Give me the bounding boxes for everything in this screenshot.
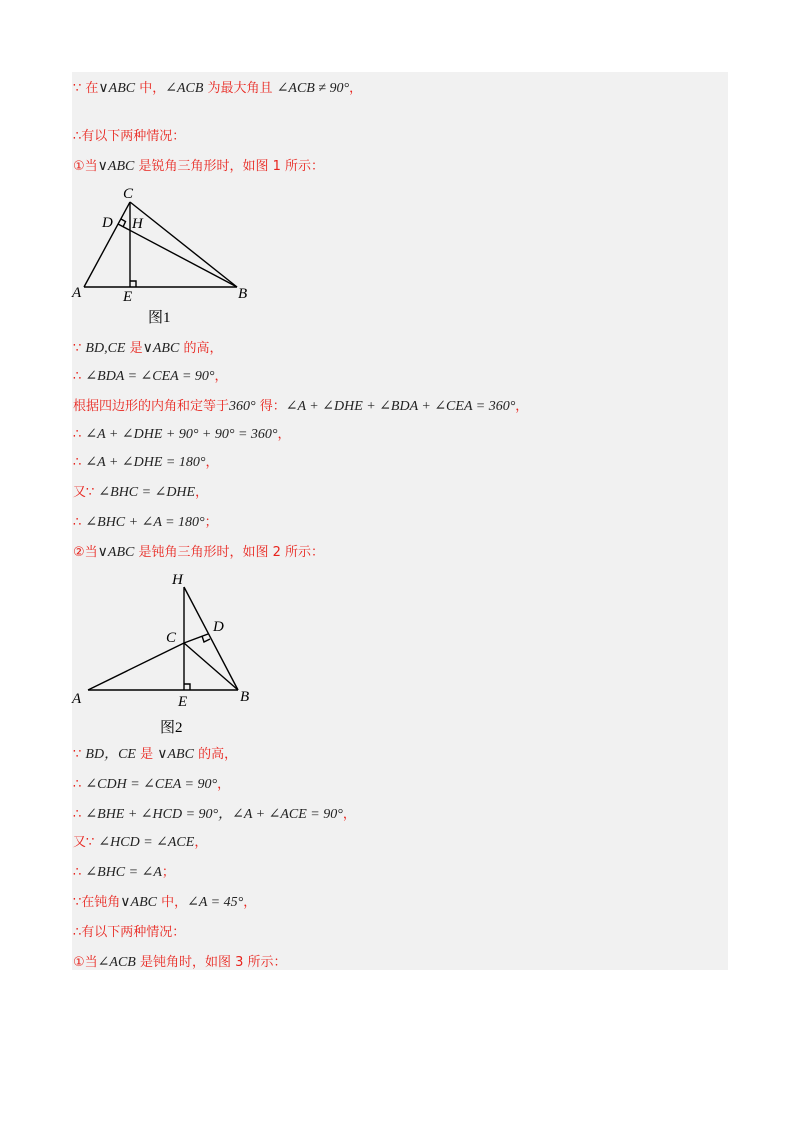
text-segment: ； [161, 865, 175, 880]
solution-line [73, 744, 237, 765]
math-expression: ∠BDA = ∠CEA = 90° [85, 369, 215, 384]
text-segment: ②当 [73, 545, 98, 560]
text-segment: ， [342, 807, 356, 822]
text-segment: ∴ [73, 777, 86, 792]
label-c: C [123, 186, 134, 202]
solution-line [73, 862, 175, 883]
figure-2-caption: 图2 [160, 720, 183, 736]
solution-line [73, 156, 324, 177]
text-segment: 是 [125, 341, 143, 356]
solution-line [73, 512, 218, 533]
text-segment: ， [217, 777, 231, 792]
math-expression: ∨ABC [98, 81, 136, 96]
text-segment: ∴ [73, 427, 86, 442]
label-a: A [72, 285, 82, 301]
text-segment: ①当 [73, 955, 98, 970]
math-expression: ∠BHE + ∠HCD = 90°，∠A + ∠ACE = 90° [85, 807, 343, 822]
solution-line [73, 366, 228, 387]
solution-line [73, 922, 185, 943]
text-segment: ， [349, 81, 363, 96]
text-segment: ∵ [73, 747, 86, 762]
line-hb [184, 587, 238, 690]
math-expression: ∠ACB [97, 955, 136, 970]
label-e: E [123, 289, 133, 305]
solution-line [73, 482, 208, 503]
text-segment: ∴ [73, 515, 86, 530]
side-bc [130, 202, 237, 287]
math-expression: ∠BHC = ∠A [85, 865, 162, 880]
text-segment: 为最大角且 [203, 81, 277, 96]
math-expression: ∠A + ∠DHE + 90° + 90° = 360° [85, 427, 278, 442]
solution-line [73, 424, 291, 445]
label-e: E [178, 694, 188, 710]
solution-line [73, 542, 324, 563]
math-expression: ∠A = 45° [187, 895, 244, 910]
text-segment: ∴有以下两种情况： [73, 129, 186, 144]
right-angle-e [130, 281, 136, 287]
text-segment: 又∵ [73, 835, 99, 850]
text-segment: 的高， [193, 747, 238, 762]
right-angle-e [184, 684, 190, 690]
altitude-bd [118, 224, 237, 287]
text-segment: ， [243, 895, 257, 910]
text-segment: 根据四边形的内角和定等于 [73, 399, 230, 414]
math-expression: ∠ACB [165, 81, 204, 96]
math-expression: ∠ACB ≠ 90° [276, 81, 350, 96]
solution-line [73, 338, 222, 359]
text-segment: ， [194, 835, 208, 850]
side-ac [88, 643, 184, 690]
solution-line [73, 804, 356, 825]
solution-line [73, 952, 287, 973]
label-h: H [132, 216, 143, 232]
text-segment: ∴有以下两种情况： [73, 925, 186, 940]
text-segment: 是 [135, 747, 158, 762]
text-segment: ∵ 在 [73, 81, 99, 96]
math-expression: ∠HCD = ∠ACE [98, 835, 195, 850]
solution-line [73, 832, 207, 853]
right-angle-d [202, 636, 210, 642]
math-expression: ∠A + ∠DHE + ∠BDA + ∠CEA = 360° [285, 399, 516, 414]
text-segment: 得： [255, 399, 286, 414]
text-segment: ∴ [73, 807, 86, 822]
math-expression: ∨ABC [97, 545, 135, 560]
text-segment: 中， [135, 81, 166, 96]
text-segment: 是锐角三角形时，如图 1 所示： [134, 159, 325, 174]
math-expression: ∠BHC = ∠DHE [98, 485, 196, 500]
text-segment: ∵在钝角 [73, 895, 121, 910]
math-expression: ∨ABC [142, 341, 180, 356]
figure-1 [68, 184, 268, 328]
text-segment: ， [515, 399, 529, 414]
figure-1-caption: 图1 [148, 310, 171, 326]
text-segment: ∵ [73, 341, 86, 356]
label-d: D [213, 619, 224, 635]
figure-2 [68, 570, 268, 738]
math-expression: ∨ABC [157, 747, 194, 762]
text-segment: ， [277, 427, 291, 442]
text-segment: ∴ [73, 369, 86, 384]
math-expression: 360° [229, 399, 256, 414]
label-b: B [240, 689, 250, 705]
math-expression: ∠BHC + ∠A = 180° [85, 515, 205, 530]
text-segment: 又∵ [73, 485, 99, 500]
side-bc [184, 643, 238, 690]
text-segment: 是钝角三角形时，如图 2 所示： [134, 545, 325, 560]
label-h: H [172, 572, 183, 588]
solution-line [73, 892, 256, 913]
text-segment: ∴ [73, 455, 86, 470]
label-c: C [166, 630, 177, 646]
text-segment: ①当 [73, 159, 98, 174]
math-expression: ∨ABC [97, 159, 135, 174]
solution-line [73, 774, 230, 795]
solution-line [73, 452, 218, 473]
text-segment: 中， [156, 895, 188, 910]
text-segment: ， [214, 369, 228, 384]
text-segment: ， [195, 485, 209, 500]
math-expression: BD，CE [85, 747, 136, 762]
text-segment: ∴ [73, 865, 86, 880]
text-segment: 是钝角时，如图 3 所示： [135, 955, 287, 970]
text-segment: ； [204, 515, 218, 530]
label-d: D [102, 215, 113, 231]
math-expression: ∨ABC [120, 895, 157, 910]
label-b: B [238, 286, 248, 302]
math-expression: ∠CDH = ∠CEA = 90° [85, 777, 218, 792]
solution-line [73, 126, 185, 147]
solution-line [73, 78, 362, 99]
label-a: A [72, 691, 82, 707]
text-segment: ， [205, 455, 219, 470]
text-segment: 的高， [179, 341, 223, 356]
math-expression: BD,CE [85, 341, 126, 356]
math-expression: ∠A + ∠DHE = 180° [85, 455, 206, 470]
solution-line [73, 396, 528, 417]
